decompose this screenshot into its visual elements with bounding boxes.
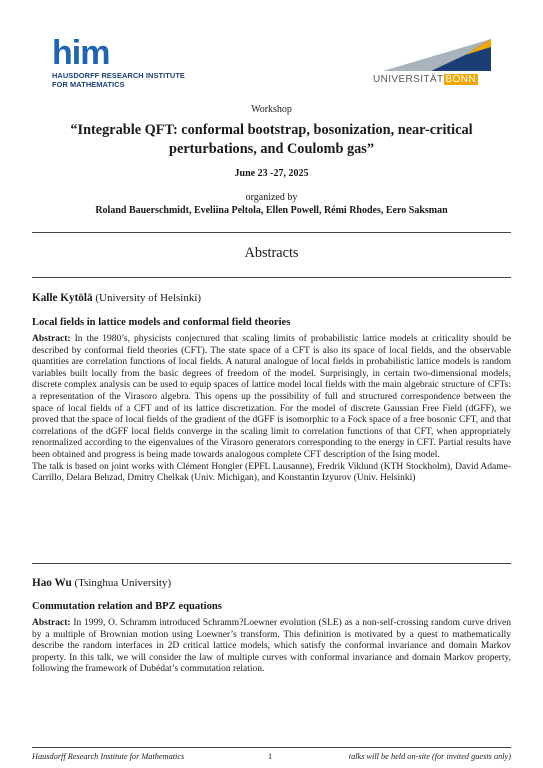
speaker-line [32, 577, 171, 589]
organized-by-label: organized by [245, 192, 298, 203]
uni-bonn-emblem-icon [373, 37, 493, 73]
uni-bonn-logo [373, 37, 493, 87]
talk-abstract [32, 618, 511, 676]
him-logo-word: him [52, 34, 110, 72]
footer-divider [32, 747, 511, 748]
footer-note: talks will be held on-site (for invited guests only) [348, 752, 511, 761]
abstract-text: In the 1980’s, physicists conjectured that scaling limits of probabilistic lattice models at criticality should be described by conformal field theories (CFT). The state space of a CFT is also its space of local fields, and the observable quantities are correlation functions of local fields. A natural analogue of local fields in probabilistic lattice models is random variables built locally from the basic degrees of freedom of the model. Surprisingly, in certain two-dimensional models, discrete complex analysis can be used to equip spaces of lattice model local fields with the main algebraic structure of CFTs: a representation of the Virasoro algebra. This opens up the possibility of full and structured correspondence between the space of local fields of a CFT and of its lattice discretization. For the model of discrete Gaussian Free Field (dGFF), we proved that the space of local fields of the gradient of the dGFF is isomorphic to a Fock space of a free bosonic CFT, and that correlations of the dGFF local fields converge in the scaling limit to correlation functions of that CFT, when appropriately renormalized according to the eigenvalues of the Virasoro generators corresponding to the energy in CFT. Partial results have been obtained and progress is being made towards analogous complete CFT description of the Ising model. [32, 334, 512, 460]
him-logo-subtitle [52, 71, 185, 89]
speaker-affiliation: (University of Helsinki) [95, 292, 202, 304]
organizers: Roland Bauerschmidt, Eveliina Peltola, Ellen Powell, Rémi Rhodes, Eero Saksman [95, 205, 448, 216]
talk-abstract [32, 334, 511, 485]
page-number: 1 [268, 752, 273, 761]
footer-institute: Hausdorff Research Institute for Mathematics [32, 752, 185, 761]
speaker-line [32, 292, 201, 304]
him-logo [52, 34, 185, 89]
uni-wordmark-left: UNIVERSITÄT [373, 74, 444, 85]
divider [32, 232, 511, 233]
uni-wordmark-bonn: BONN [445, 74, 477, 85]
section-heading: Abstracts [244, 245, 299, 261]
speaker-name: Hao Wu [32, 577, 72, 589]
speaker-affiliation: (Tsinghua University) [74, 577, 172, 589]
divider [32, 563, 511, 564]
workshop-dates: June 23 -27, 2025 [234, 168, 309, 179]
abstract-label: Abstract: [32, 618, 71, 628]
workshop-title-line1: “Integrable QFT: conformal bootstrap, bosonization, near-critical [70, 122, 473, 138]
abstract-note: The talk is based on joint works with Clément Hongler (EPFL Lausanne), Fredrik Viklund (KTH Stockholm), David Adame-Carrillo, Delara Behzad, Dmitry Chelkak (Univ. Michigan), and Konstantin Izyurov (Univ. Helsinki) [32, 461, 511, 484]
uni-bonn-wordmark [373, 74, 478, 85]
workshop-label: Workshop [251, 104, 292, 115]
speaker-name: Kalle Kytölä [32, 292, 93, 304]
talk-title: Commutation relation and BPZ equations [32, 601, 222, 612]
talk-title: Local fields in lattice models and conformal field theories [32, 317, 291, 328]
him-logo-line2: FOR MATHEMATICS [52, 80, 125, 89]
workshop-title [0, 121, 543, 159]
abstract-label: Abstract: [32, 334, 71, 344]
him-logo-line1: HAUSDORFF RESEARCH INSTITUTE [52, 71, 185, 80]
divider [32, 277, 511, 278]
workshop-title-line2: perturbations, and Coulomb gas” [169, 141, 374, 157]
abstract-text: In 1999, O. Schramm introduced Schramm?Loewner evolution (SLE) as a non-self-crossing random curve driven by a multiple of Brownian motion using Loewner’s transform. This definition is motivated by a quest to mathematically describe the random interfaces in 2D critical lattice models, which satisfy the conformal invariance and domain Markov property. In this talk, we will consider the law of multiple curves with conformal invariance and domain Markov property, following the framework of Dubédat’s commutation relation. [32, 618, 512, 675]
